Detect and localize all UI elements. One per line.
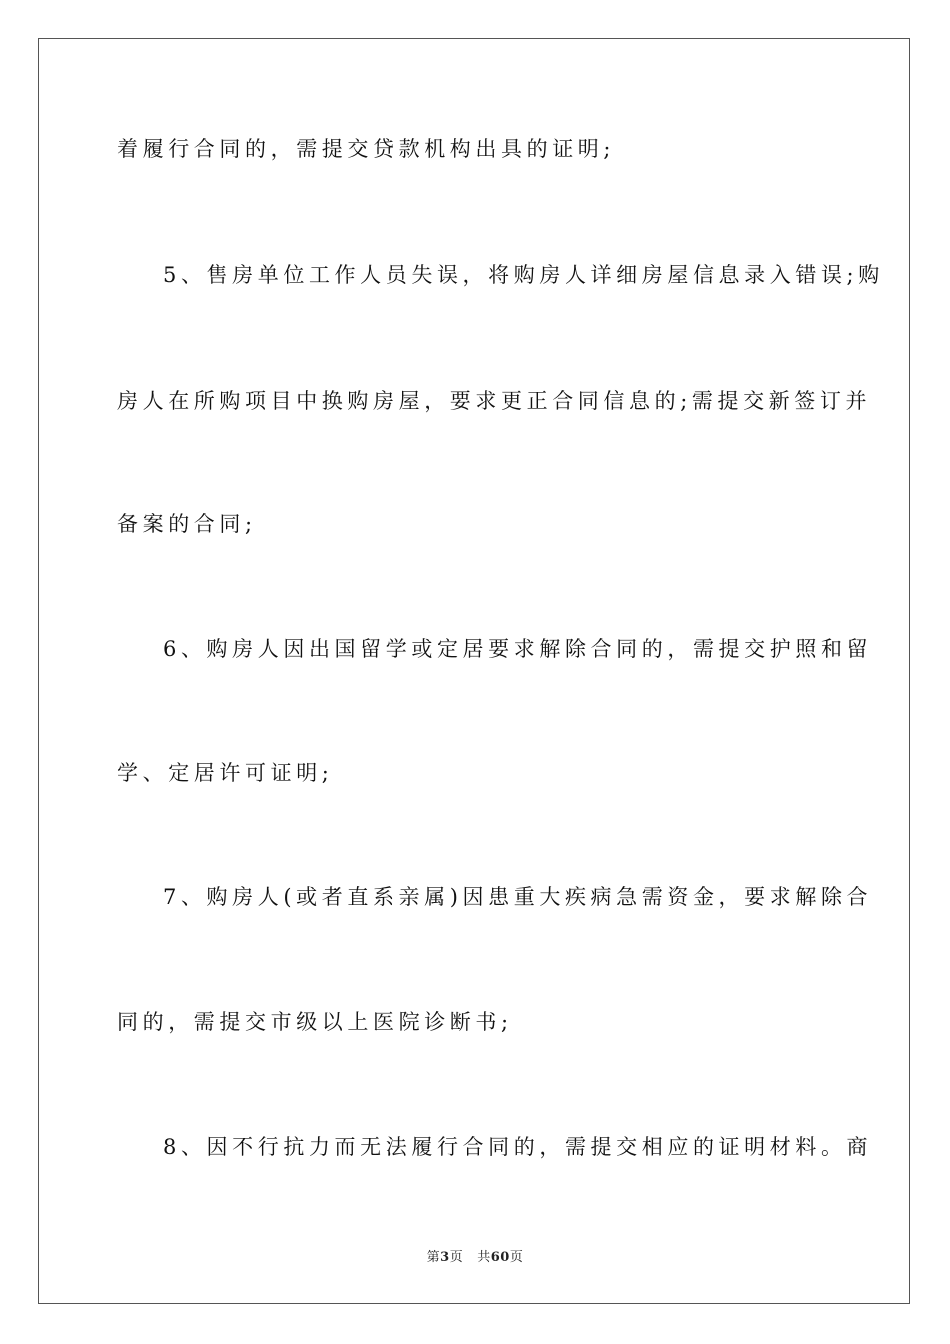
text-line-2: 5、售房单位工作人员失误，将购房人详细房屋信息录入错误;购 <box>163 263 884 287</box>
total-prefix: 共 <box>477 1250 491 1265</box>
page-footer <box>0 1246 950 1265</box>
page-frame <box>38 38 910 1304</box>
total-pages: 60 <box>490 1250 510 1265</box>
text-line-6: 学、定居许可证明; <box>117 761 334 785</box>
text-line-1: 着履行合同的，需提交贷款机构出具的证明; <box>117 137 616 161</box>
text-line-9: 8、因不行抗力而无法履行合同的，需提交相应的证明材料。商 <box>163 1135 873 1159</box>
text-line-4: 备案的合同; <box>117 512 257 536</box>
page-number: 3 <box>440 1250 450 1265</box>
text-line-5: 6、购房人因出国留学或定居要求解除合同的，需提交护照和留 <box>163 637 873 661</box>
text-line-3: 房人在所购项目中换购房屋，要求更正合同信息的;需提交新签订并 <box>117 389 872 413</box>
page-prefix: 第 <box>426 1250 441 1265</box>
text-line-8: 同的，需提交市级以上医院诊断书; <box>117 1010 513 1034</box>
page-suffix: 页 <box>449 1250 464 1265</box>
total-suffix: 页 <box>509 1250 524 1265</box>
text-line-7: 7、购房人(或者直系亲属)因患重大疾病急需资金，要求解除合 <box>163 885 873 909</box>
